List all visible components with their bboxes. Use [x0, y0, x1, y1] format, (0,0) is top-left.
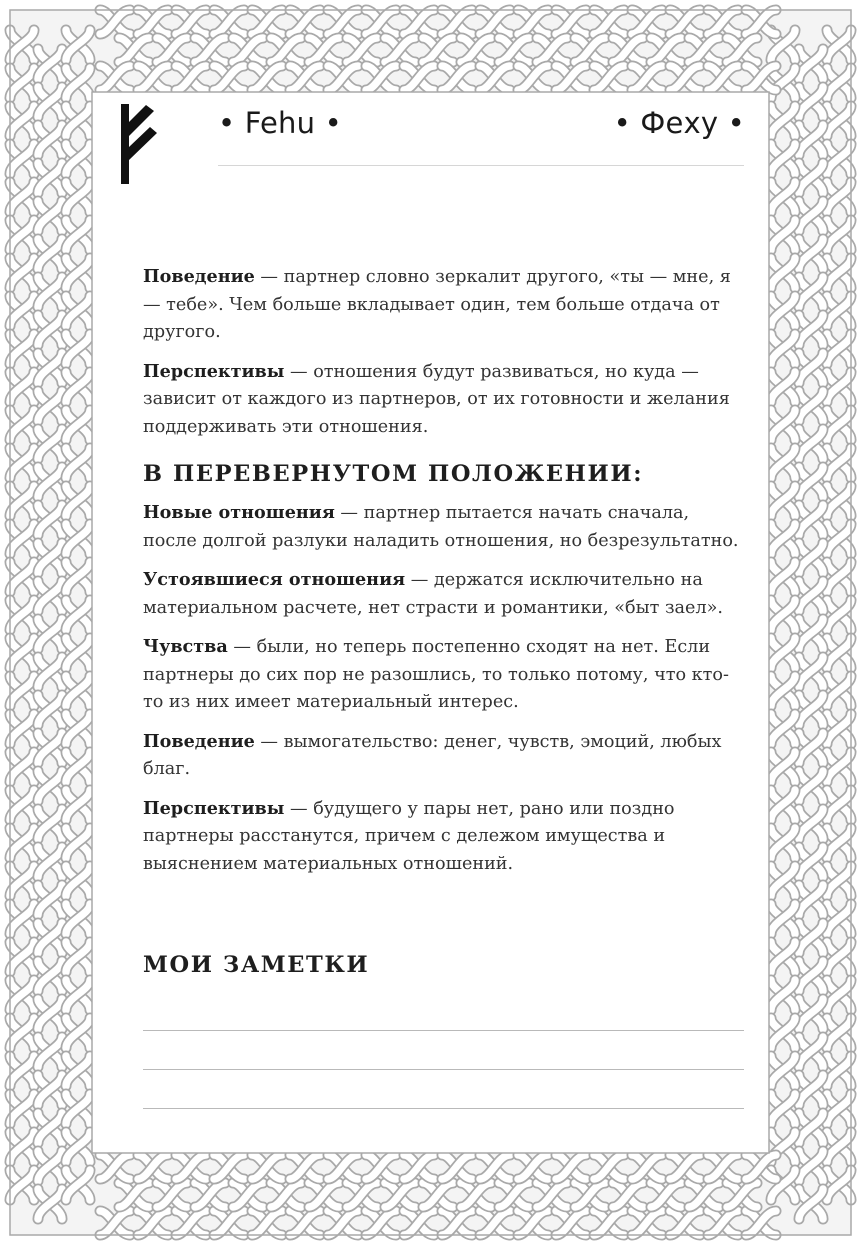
notes-line — [143, 1030, 744, 1031]
definition: — партнер словно зеркалит другого, «ты — мне, я — тебе». Чем больше вкладывает один, тем больше отдача от другого. — [143, 267, 731, 342]
term: Устоявшиеся отношения — [143, 569, 406, 590]
definition: — будущего у пары нет, рано или поздно партнеры расстанутся, причем с дележом имущества и выяснением материальных отношений. — [143, 798, 675, 874]
term: Поведение — [143, 730, 255, 752]
term: Перспективы — [143, 360, 285, 382]
header-divider — [218, 165, 744, 166]
reversed-heading: В ПЕРЕВЕРНУТОМ ПОЛОЖЕНИИ: — [143, 461, 644, 487]
rune-description — [143, 263, 744, 889]
term: Поведение — [143, 266, 255, 287]
paragraph-settled-relations — [143, 566, 744, 622]
term: Новые отношения — [143, 502, 335, 523]
notes-line — [143, 1069, 744, 1070]
paragraph-feelings — [143, 633, 744, 717]
rune-name-cyrillic: • Феху • — [613, 106, 745, 140]
fehu-rune-icon — [112, 102, 160, 186]
paragraph-prospects-reversed — [143, 795, 744, 879]
term: Перспективы — [143, 797, 285, 819]
paragraph-behavior — [143, 263, 744, 347]
definition: — вымогательство: денег, чувств, эмоций, любых благ. — [143, 731, 722, 779]
notes-title: МОИ ЗАМЕТКИ — [143, 952, 370, 978]
term: Чувства — [143, 636, 228, 657]
definition: — были, но теперь постепенно сходят на нет. Если партнеры до сих пор не разошлись, то только потому, что кто-то из них имеет материальный интерес. — [143, 637, 729, 712]
definition: — партнер пытается начать сначала, после долгой разлуки наладить отношения, но безрезультатно. — [143, 503, 739, 551]
notes-line — [143, 1108, 744, 1109]
paragraph-prospects — [143, 358, 744, 442]
paragraph-behavior-reversed — [143, 728, 744, 784]
paragraph-new-relations — [143, 499, 744, 555]
rune-name-latin: • Fehu • — [218, 106, 342, 140]
definition: — отношения будут развиваться, но куда — зависит от каждого из партнеров, от их готовности и желания поддерживать эти отношения. — [143, 361, 730, 437]
definition: — держатся исключительно на материальном расчете, нет страсти и романтики, «быт заел». — [143, 570, 723, 618]
